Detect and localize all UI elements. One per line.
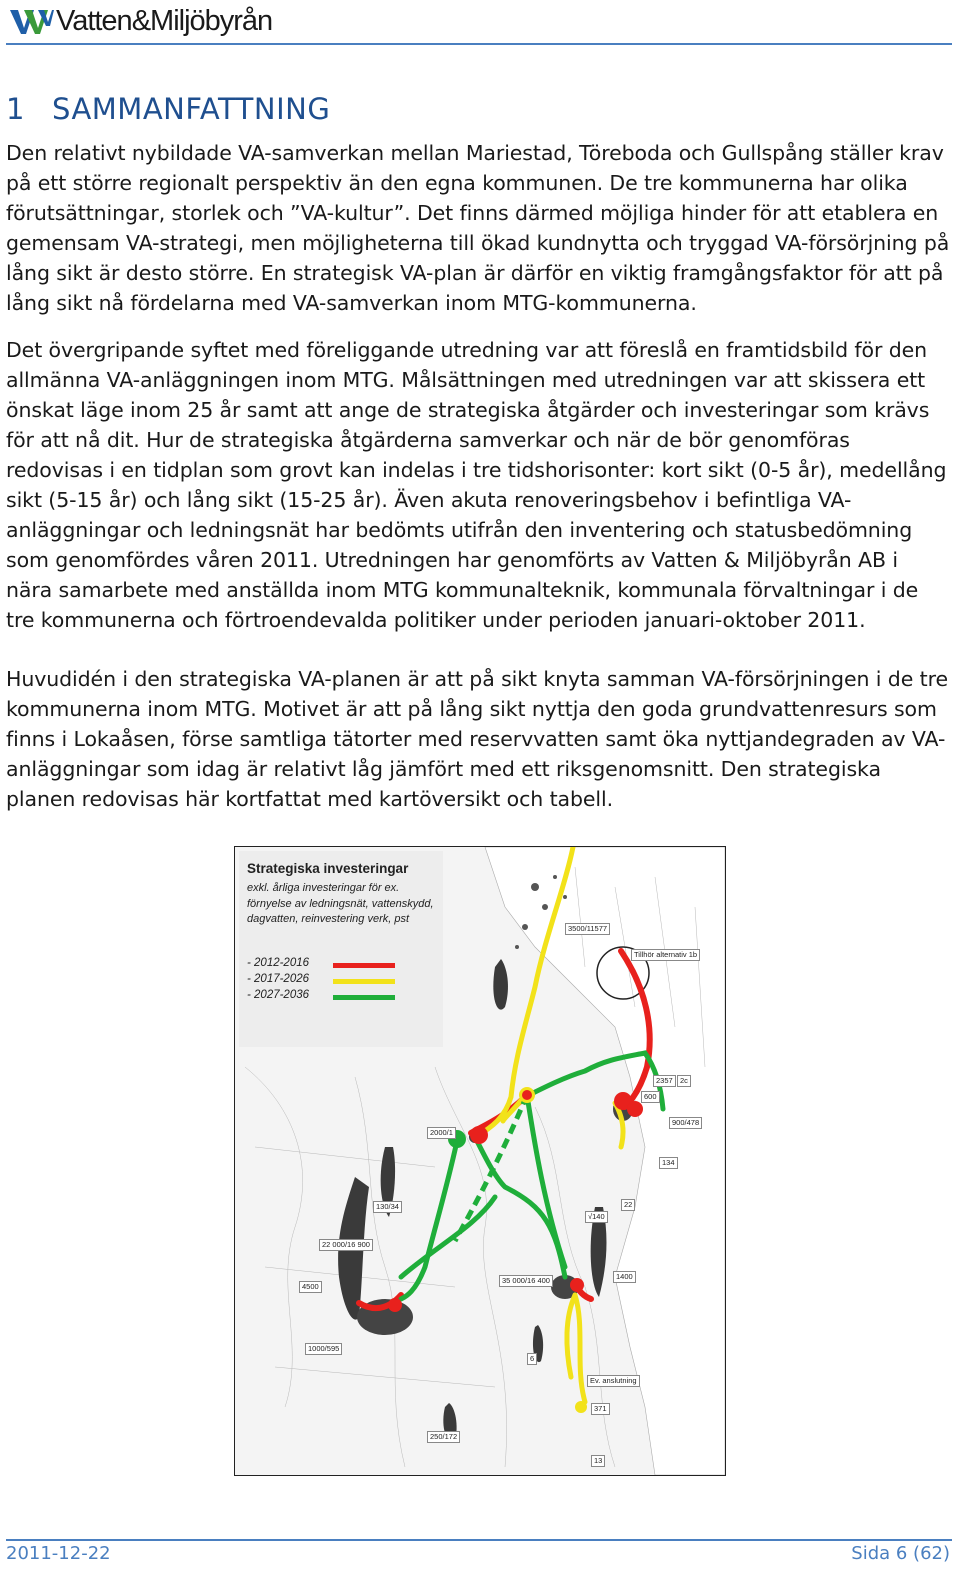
section-title: SAMMANFATTNING	[52, 92, 331, 126]
paragraph-2: Det övergripande syftet med föreliggande utredning var att föreslå en framtidsbild för den allmänna VA-anläggningen inom MTG. Målsättningen med utredningen var att skissera ett önskat läge inom 25 år samt att ange de strategiska åtgärder och investeringar som krävs för att nå dit. Hur de strategiska åtgärderna samverkar och när de bör genomföras redovisas i en tidplan som grovt kan indelas i tre tidshorisonter: kort sikt (0-5 år), medellång sikt (5-15 år) och lång sikt (15-25 år). Även akuta renoveringsbehov i befintliga VA-anläggningar och ledningsnät har bedömts utifrån den inventering och statusbedömning som genomfördes våren 2011. Utredningen har genomförts av Vatten & Miljöbyrån AB i nära samarbete med anställda inom MTG kommunalteknik, kommunala förvaltningar i de tre kommunerna och förtroendevalda politiker under perioden januari-oktober 2011.	[6, 338, 947, 632]
map-label: 900/478	[669, 1117, 702, 1129]
legend-line-yellow	[333, 979, 395, 984]
section-heading	[6, 92, 330, 126]
paragraph-1: Den relativt nybildade VA-samverkan mellan Mariestad, Töreboda och Gullspång ställer krav på ett större regionalt perspektiv än den egna kommunen. De tre kommunerna har olika förutsättningar, storlek och ”VA-kultur”. Det finns därmed möjliga hinder för att etablera en gemensam VA-strategi, men möjligheterna till ökad kundnytta och tryggad VA-försörjning på lång sikt är desto större. En strategisk VA-plan är därför en viktig framgångsfaktor för att på lång sikt nå fördelarna med VA-samverkan inom MTG-kommunerna.	[6, 141, 950, 315]
legend-item-2017-2026: - 2017-2026	[247, 973, 310, 985]
map-label: 2000/1	[427, 1127, 456, 1139]
map-label: 250/172	[427, 1431, 460, 1443]
map-label: 22 000/16 900	[319, 1239, 373, 1251]
map-legend	[239, 851, 443, 1047]
legend-line-green	[333, 995, 395, 1000]
legend-subtitle: exkl. årliga investeringar för ex. förnyelse av ledningsnät, vattenskydd, dagvatten, reinvestering verk, pst	[247, 882, 434, 925]
vmb-logo-icon	[10, 6, 54, 36]
map-label: 35 000/16 400	[499, 1275, 553, 1287]
map-label: 6	[527, 1353, 537, 1365]
company-logo	[10, 2, 272, 40]
paragraph-3: Huvudidén i den strategiska VA-planen är att på sikt knyta samman VA-försörjningen i de tre kommunerna inom MTG. Motivet är att på lång sikt nyttja den goda grundvattenresurs som finns i Lokaåsen, förse samtliga tätorter med reservvatten samt öka nyttjandegraden av VA-anläggningar som idag är relativt låg jämfört med ett riksgenomsnitt. Den strategiska planen redovisas här kortfattat med kartöversikt och tabell.	[6, 667, 948, 811]
map-label: Tillhör alternativ 1b	[631, 949, 700, 961]
map-label: Ev. anslutning	[587, 1375, 640, 1387]
map-label: 2357	[653, 1075, 676, 1087]
logo-text: Vatten&Miljöbyrån	[56, 4, 273, 37]
section-number: 1	[6, 92, 25, 126]
footer-date: 2011-12-22	[6, 1543, 111, 1564]
map-label: 134	[659, 1157, 678, 1169]
page-header	[0, 0, 960, 46]
map-label: 1000/595	[305, 1343, 342, 1355]
header-rule	[6, 43, 952, 45]
map-label: √140	[585, 1211, 608, 1223]
map-label: 3500/11577	[565, 923, 610, 935]
footer-page-number: Sida 6 (62)	[851, 1543, 950, 1564]
map-label: 371	[591, 1403, 610, 1415]
strategic-investment-map	[234, 846, 726, 1476]
legend-item-2027-2036: - 2027-2036	[247, 989, 310, 1001]
map-label: 4500	[299, 1281, 322, 1293]
map-label: 22	[621, 1199, 635, 1211]
legend-item-2012-2016: - 2012-2016	[247, 957, 310, 969]
map-label: 2c	[677, 1075, 691, 1087]
legend-title: Strategiska investeringar	[247, 861, 409, 876]
footer-rule	[6, 1539, 952, 1541]
map-label: 1400	[613, 1271, 636, 1283]
map-label: 130/34	[373, 1201, 402, 1213]
map-label: 600	[641, 1091, 660, 1103]
legend-line-red	[333, 963, 395, 968]
map-label: 13	[591, 1455, 605, 1467]
